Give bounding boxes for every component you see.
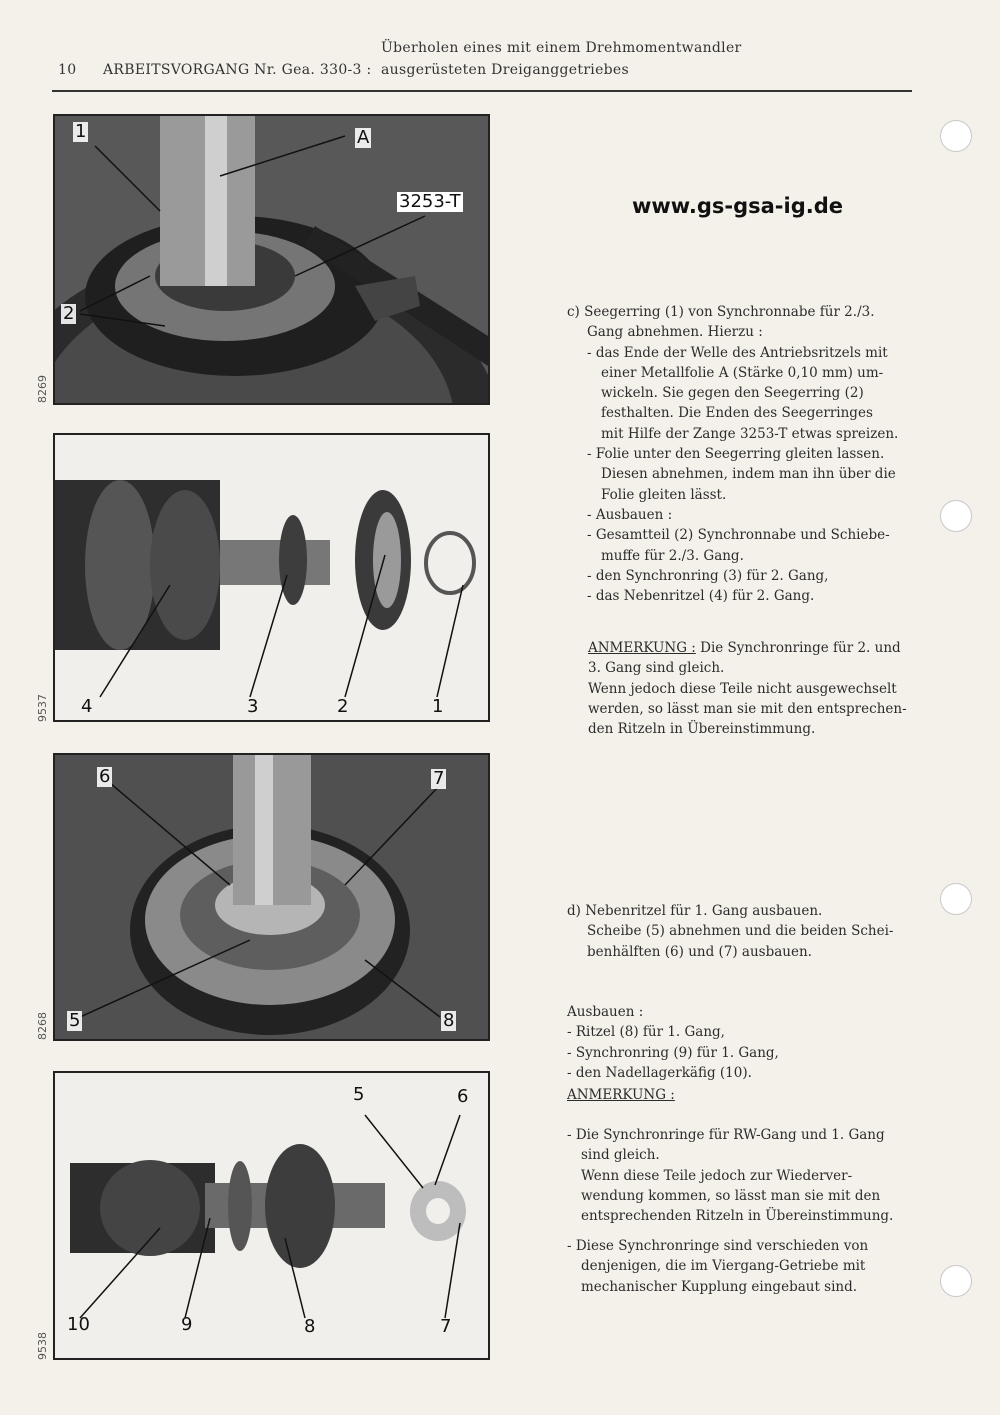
- header-title-line2: ausgerüsteten Dreiganggetriebes: [381, 62, 630, 78]
- section-d-remove-line: - Ritzel (8) für 1. Gang,: [567, 1024, 725, 1041]
- section-c-line: Diesen abnehmen, indem man ihn über die: [601, 466, 896, 483]
- section-d-note1-line: - Die Synchronringe für RW-Gang und 1. Gang: [567, 1127, 885, 1143]
- figure-9538-drawing: [55, 1073, 488, 1358]
- figure-8269-callout-2: 2: [63, 303, 75, 324]
- figure-9537-callout-2: 2: [337, 696, 349, 717]
- section-d-note1-line: entsprechenden Ritzeln in Übereinstimmung.: [581, 1208, 894, 1225]
- figure-9538-callout-9: 9: [181, 1314, 193, 1335]
- figure-9538-id: 9538: [36, 1332, 49, 1360]
- header-rule: [52, 90, 912, 92]
- section-c-line: - das Nebenritzel (4) für 2. Gang.: [587, 588, 815, 605]
- section-d-note2-line: mechanischer Kupplung eingebaut sind.: [581, 1278, 858, 1295]
- page-number: 10: [58, 62, 77, 78]
- figure-8269-photo: [53, 114, 490, 405]
- section-d-note1-line: sind gleich.: [581, 1147, 660, 1164]
- figure-8268-callout-7: 7: [433, 768, 445, 789]
- section-c-line: wickeln. Sie gegen den Seegerring (2): [601, 385, 864, 402]
- section-d-note2: [567, 1236, 937, 1297]
- section-c-line: einer Metallfolie A (Stärke 0,10 mm) um-: [601, 364, 884, 381]
- section-d-note2-line: denjenigen, die im Viergang-Getriebe mit: [581, 1258, 866, 1275]
- section-c-line: muffe für 2./3. Gang.: [601, 547, 744, 564]
- section-d-remove-line: - den Nadellagerkäfig (10).: [567, 1064, 752, 1081]
- section-d-line: d) Nebenritzel für 1. Gang ausbauen.: [567, 903, 823, 919]
- section-c-line: - Folie unter den Seegerring gleiten lassen.: [587, 446, 885, 463]
- binder-hole: [940, 1265, 972, 1297]
- operation-label: ARBEITSVORGANG Nr. Gea. 330-3 :: [103, 62, 372, 78]
- figure-9538-callout-6: 6: [457, 1086, 469, 1107]
- figure-9538-callout-5: 5: [353, 1084, 365, 1105]
- figure-9537-callout-3: 3: [247, 696, 259, 717]
- binder-hole: [940, 120, 972, 152]
- figure-8268-photo: [53, 753, 490, 1041]
- figure-9537-drawing: [55, 435, 488, 720]
- binder-hole: [940, 883, 972, 915]
- figure-9538-callout-10: 10: [67, 1314, 90, 1335]
- figure-8269-id: 8269: [36, 375, 49, 403]
- section-d-line: benhälften (6) und (7) ausbauen.: [587, 943, 812, 960]
- section-c-line: Folie gleiten lässt.: [601, 486, 727, 503]
- section-c-note-first: Die Synchronringe für 2. und: [695, 640, 901, 656]
- section-d-remove-line: - Synchronring (9) für 1. Gang,: [567, 1044, 779, 1061]
- section-c-note-line: werden, so lässt man sie mit den entsprechen-: [588, 700, 907, 717]
- header-title-line1: Überholen eines mit einem Drehmomentwandler: [381, 40, 742, 56]
- figure-8268-callout-5: 5: [69, 1010, 81, 1031]
- figure-8269-drawing: [55, 116, 488, 403]
- section-d-note1-line: Wenn diese Teile jedoch zur Wiederver-: [581, 1167, 853, 1184]
- section-d-text: [567, 901, 937, 962]
- figure-8268-callout-6: 6: [99, 766, 111, 787]
- section-c-line: - den Synchronring (3) für 2. Gang,: [587, 567, 829, 584]
- section-c-text: [567, 302, 937, 606]
- section-c-line: - das Ende der Welle des Antriebsritzels mit: [587, 344, 888, 361]
- figure-8269-callout-A: A: [357, 127, 370, 148]
- section-c-note-line: den Ritzeln in Übereinstimmung.: [588, 721, 816, 738]
- figure-9538-callout-7: 7: [440, 1316, 452, 1337]
- figure-9537-callout-1: 1: [432, 696, 444, 717]
- section-d-remove: [567, 1002, 937, 1105]
- section-c-note-line: Wenn jedoch diese Teile nicht ausgewechselt: [588, 680, 897, 697]
- figure-9537-callout-4: 4: [81, 696, 93, 717]
- section-c-line: - Ausbauen :: [587, 506, 673, 523]
- website-url: www.gs-gsa-ig.de: [632, 194, 843, 218]
- section-c-line: c) Seegerring (1) von Synchronnabe für 2./3.: [567, 304, 875, 320]
- figure-8268-drawing: [55, 755, 488, 1039]
- figure-9537-id: 9537: [36, 694, 49, 722]
- figure-9538-callout-8: 8: [304, 1316, 316, 1337]
- section-c-note-label: ANMERKUNG :: [588, 640, 696, 656]
- section-d-line: Scheibe (5) abnehmen und die beiden Schei-: [587, 923, 894, 940]
- figure-9538-photo: [53, 1071, 490, 1360]
- figure-8268-id: 8268: [36, 1012, 49, 1040]
- section-d-note1-line: wendung kommen, so lässt man sie mit den: [581, 1187, 881, 1204]
- section-c-line: Gang abnehmen. Hierzu :: [587, 324, 763, 341]
- figure-9537-photo: [53, 433, 490, 722]
- section-d-note-label: ANMERKUNG :: [567, 1087, 675, 1104]
- figure-8268-callout-8: 8: [443, 1010, 455, 1031]
- section-d-remove-label: Ausbauen :: [567, 1004, 644, 1020]
- section-d-note1: [567, 1125, 937, 1226]
- section-c-line: - Gesamtteil (2) Synchronnabe und Schiebe-: [587, 527, 890, 544]
- section-d-note2-line: - Diese Synchronringe sind verschieden von: [567, 1238, 869, 1254]
- section-c-line: festhalten. Die Enden des Seegerringes: [601, 405, 873, 422]
- binder-hole: [940, 500, 972, 532]
- figure-8269-callout-1: 1: [75, 121, 87, 142]
- section-c-note-line: 3. Gang sind gleich.: [588, 660, 725, 677]
- section-c-line: mit Hilfe der Zange 3253-T etwas spreizen.: [601, 425, 899, 442]
- figure-8269-callout-tool: 3253-T: [399, 191, 461, 212]
- section-c-note: [588, 638, 938, 739]
